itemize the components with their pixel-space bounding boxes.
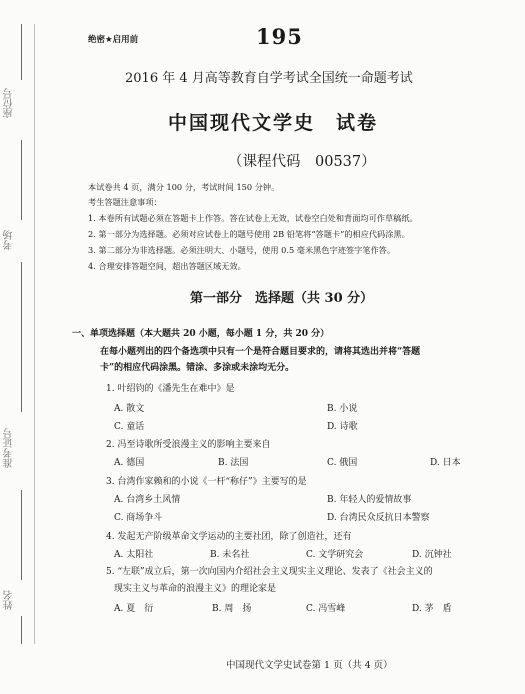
paper-number: 195	[256, 24, 303, 49]
question-5-option-d: D. 茅 盾	[412, 604, 452, 614]
confidential-mark: 绝密★启用前	[88, 35, 139, 45]
seat-number-line	[21, 24, 22, 80]
exam-room-blank	[21, 262, 22, 412]
question-3-stem: 3. 台湾作家赖和的小说《一杆“称仔”》主要写的是	[106, 477, 307, 487]
question-2-option-b: B. 法国	[218, 458, 249, 468]
question-1-stem: 1. 叶绍钧的《潘先生在难中》是	[106, 384, 235, 394]
question-4-option-b: B. 未名社	[210, 550, 250, 560]
binding-line	[34, 24, 35, 644]
question-5-stem-cont: 现实主义与革命的浪漫主义》的理论家是	[114, 584, 277, 594]
question-1-option-c: C. 童话	[114, 422, 145, 432]
seat-number-blank	[21, 140, 22, 220]
question-5-option-c: C. 冯雪峰	[306, 604, 346, 614]
question-1-option-d: D. 诗歌	[327, 422, 358, 432]
question-4-option-a: A. 太阳社	[114, 550, 154, 560]
section-one-heading: 一、单项选择题（本大题共 20 小题，每小题 1 分，共 20 分）	[72, 329, 330, 339]
question-3-option-d: D. 台湾民众反抗日本警察	[327, 513, 430, 523]
note-1: 1. 本卷所有试题必须在答题卡上作答。答在试卷上无效，试卷空白处和背面均可作草稿纸。	[88, 213, 418, 223]
instruction-line-2: 卡”的相应代码涂黑。错涂、多涂或未涂均无分。	[100, 363, 295, 373]
question-1-option-a: A. 散文	[114, 404, 145, 414]
name-label: 姓名	[4, 590, 15, 610]
part-one-title: 第一部分 选择题（共 30 分）	[190, 291, 374, 306]
question-3-option-c: C. 商场争斗	[114, 513, 163, 523]
admission-number-blank	[21, 490, 22, 580]
name-blank	[21, 616, 22, 644]
seat-number-label: 座位号	[4, 88, 15, 118]
question-2-option-a: A. 德国	[114, 458, 145, 468]
question-4-stem: 4. 发起无产阶级革命文学运动的主要社团，除了创造社，还有	[106, 532, 352, 542]
note-3: 3. 第二部分为非选择题。必须注明大、小题号，使用 0.5 毫米黑色字迹签字笔作答。	[88, 245, 396, 255]
question-2-stem: 2. 冯至诗歌所受浪漫主义的影响主要来自	[106, 440, 271, 450]
note-2: 2. 第一部分为选择题。必须对应试卷上的题号使用 2B 铅笔将“答题卡”的相应代码涂黑。	[88, 229, 410, 239]
exam-title: 2016 年 4 月高等教育自学考试全国统一命题考试	[125, 71, 413, 86]
exam-room-label: 考场	[4, 230, 15, 250]
admission-number-label: 准考证号	[4, 428, 15, 468]
notes-title: 考生答题注意事项：	[88, 197, 162, 207]
question-3-option-a: A. 台湾乡土风情	[114, 495, 181, 505]
course-code: （课程代码 00537）	[228, 154, 376, 170]
question-2-option-c: C. 俄国	[327, 458, 358, 468]
paper-summary: 本试卷共 4 页，满分 100 分，考试时间 150 分钟。	[88, 182, 280, 192]
question-2-option-d: D. 日本	[430, 458, 461, 468]
note-4: 4. 合理安排答题空间，超出答题区域无效。	[88, 261, 246, 271]
question-5-option-a: A. 夏 衍	[114, 604, 154, 614]
question-5-stem: 5. “左联”成立后，第一次向国内介绍社会主义现实主义理论、发表了《社会主义的	[106, 567, 433, 577]
question-4-option-c: C. 文学研究会	[306, 550, 364, 560]
question-3-option-b: B. 年轻人的爱情故事	[327, 495, 412, 505]
question-4-option-d: D. 沉钟社	[412, 550, 452, 560]
question-5-option-b: B. 周 扬	[212, 604, 252, 614]
page-footer: 中国现代文学史试卷第 1 页（共 4 页）	[226, 660, 393, 671]
question-1-option-b: B. 小说	[327, 404, 358, 414]
instruction-line-1: 在每小题列出的四个备选项中只有一个是符合题目要求的，请将其选出并将“答题	[100, 347, 421, 357]
subject-title: 中国现代文学史 试卷	[168, 112, 379, 134]
